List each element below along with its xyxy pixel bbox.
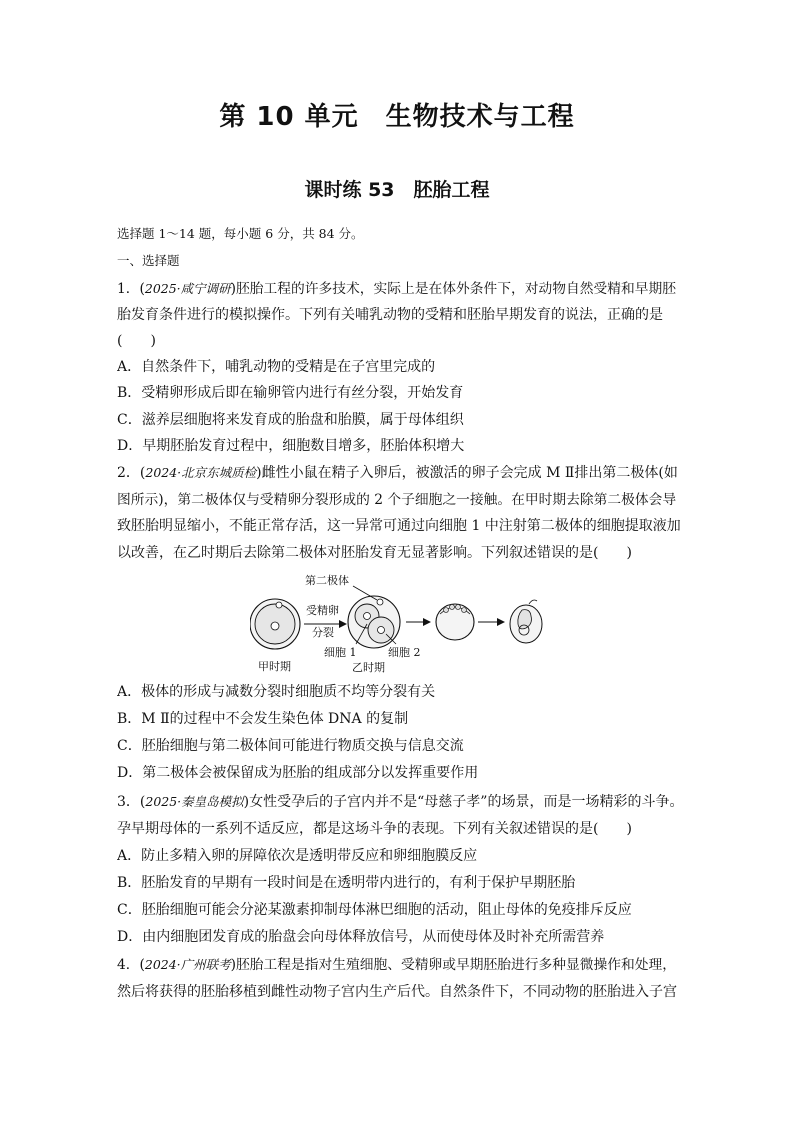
- question-4-line-1: [117, 955, 683, 975]
- section-heading: 一、选择题: [117, 253, 180, 268]
- question-3-option-c: C．胚胎细胞可能会分泌某激素抑制母体淋巴细胞的活动，阻止母体的免疫排斥反应: [117, 902, 632, 918]
- instructions: 选择题 1～14 题，每小题 6 分，共 84 分。: [117, 226, 364, 241]
- label-second-polar-body: 第二极体: [305, 574, 349, 587]
- question-source: 2025·秦皇岛模拟: [145, 794, 244, 809]
- label-stage-yi: 乙时期: [352, 661, 385, 674]
- question-2-option-b: B．M Ⅱ的过程中不会发生染色体 DNA 的复制: [117, 711, 409, 727]
- blastocyst: [436, 604, 474, 640]
- question-number: 3．(: [117, 794, 146, 810]
- question-4-line-2: 然后将获得的胚胎移植到雌性动物子宫内生产后代。自然条件下，不同动物的胚胎进入子宫: [117, 984, 677, 1000]
- zygote-cell: [250, 599, 300, 649]
- question-2-option-d: D．第二极体会被保留成为胚胎的组成部分以发挥重要作用: [117, 765, 479, 781]
- question-2-line-4: 以改善，在乙时期后去除第二极体对胚胎发育无显著影响。下列叙述错误的是( ): [117, 545, 632, 561]
- label-cell-1: 细胞 1: [324, 646, 357, 659]
- question-1-option-b: B．受精卵形成后即在输卵管内进行有丝分裂，开始发育: [117, 385, 464, 401]
- question-2-line-3: 致胚胎明显缩小，不能正常存活，这一异常可通过向细胞 1 中注射第二极体的细胞提取液加: [117, 518, 681, 534]
- fetus: [510, 600, 542, 643]
- question-3-option-b: B．胚胎发育的早期有一段时间是在透明带内进行的，有利于保护早期胚胎: [117, 875, 576, 891]
- lesson-title: 课时练 53 胚胎工程: [304, 179, 490, 201]
- question-2-line-2: 图所示)，第二极体仅与受精卵分裂形成的 2 个子细胞之一接触。在甲时期去除第二极体会导: [117, 492, 677, 508]
- question-3-option-d: D．由内细胞团发育成的胎盘会向母体释放信号，从而使母体及时补充所需营养: [117, 929, 605, 945]
- label-stage-jia: 甲时期: [258, 660, 291, 673]
- question-1-option-d: D．早期胚胎发育过程中，细胞数目增多，胚胎体积增大: [117, 438, 465, 454]
- question-3-option-a: A．防止多精入卵的屏障依次是透明带反应和卵细胞膜反应: [117, 848, 478, 864]
- unit-title: 第 10 单元 生物技术与工程: [219, 102, 575, 132]
- label-zygote-division-2: 分裂: [312, 626, 334, 639]
- question-number: 4．(: [117, 957, 145, 973]
- question-2-line-1: [117, 463, 683, 483]
- question-1-line-1: [117, 279, 683, 299]
- question-source: 2025·咸宁调研: [144, 281, 231, 296]
- label-zygote-division-1: 受精卵: [306, 604, 339, 617]
- label-cell-2: 细胞 2: [388, 646, 421, 659]
- question-number: 2．(: [117, 465, 146, 481]
- question-source: 2024·广州联考: [144, 957, 231, 972]
- question-source: 2024·北京东城质检: [145, 465, 257, 480]
- polar-body: [377, 599, 383, 605]
- question-2-option-c: C．胚胎细胞与第二极体间可能进行物质交换与信息交流: [117, 738, 464, 754]
- question-3-line-1: [117, 792, 683, 812]
- question-number: 1．(: [117, 281, 145, 297]
- question-text: )女性受孕后的子宫内并不是“母慈子孝”的场景，而是一场精彩的斗争。: [243, 794, 683, 810]
- question-3-line-2: 孕早期母体的一系列不适反应，都是这场斗争的表现。下列有关叙述错误的是( ): [117, 821, 632, 837]
- embryo-development-figure: [250, 572, 550, 678]
- question-text: )雌性小鼠在精子入卵后，被激活的卵子会完成 M Ⅱ排出第二极体(如: [256, 465, 678, 481]
- question-1-line-3: ( ): [117, 333, 156, 349]
- question-text: )胚胎工程是指对生殖细胞、受精卵或早期胚胎进行多种显微操作和处理，: [230, 957, 677, 973]
- question-1-option-c: C．滋养层细胞将来发育成的胎盘和胎膜，属于母体组织: [117, 412, 464, 428]
- question-1-line-2: 胎发育条件进行的模拟操作。下列有关哺乳动物的受精和胚胎早期发育的说法，正确的是: [117, 307, 663, 323]
- question-text: )胚胎工程的许多技术，实际上是在体外条件下，对动物自然受精和早期胚: [230, 281, 677, 297]
- question-1-option-a: A．自然条件下，哺乳动物的受精是在子宫里完成的: [117, 359, 436, 375]
- question-2-option-a: A．极体的形成与减数分裂时细胞质不均等分裂有关: [117, 684, 436, 700]
